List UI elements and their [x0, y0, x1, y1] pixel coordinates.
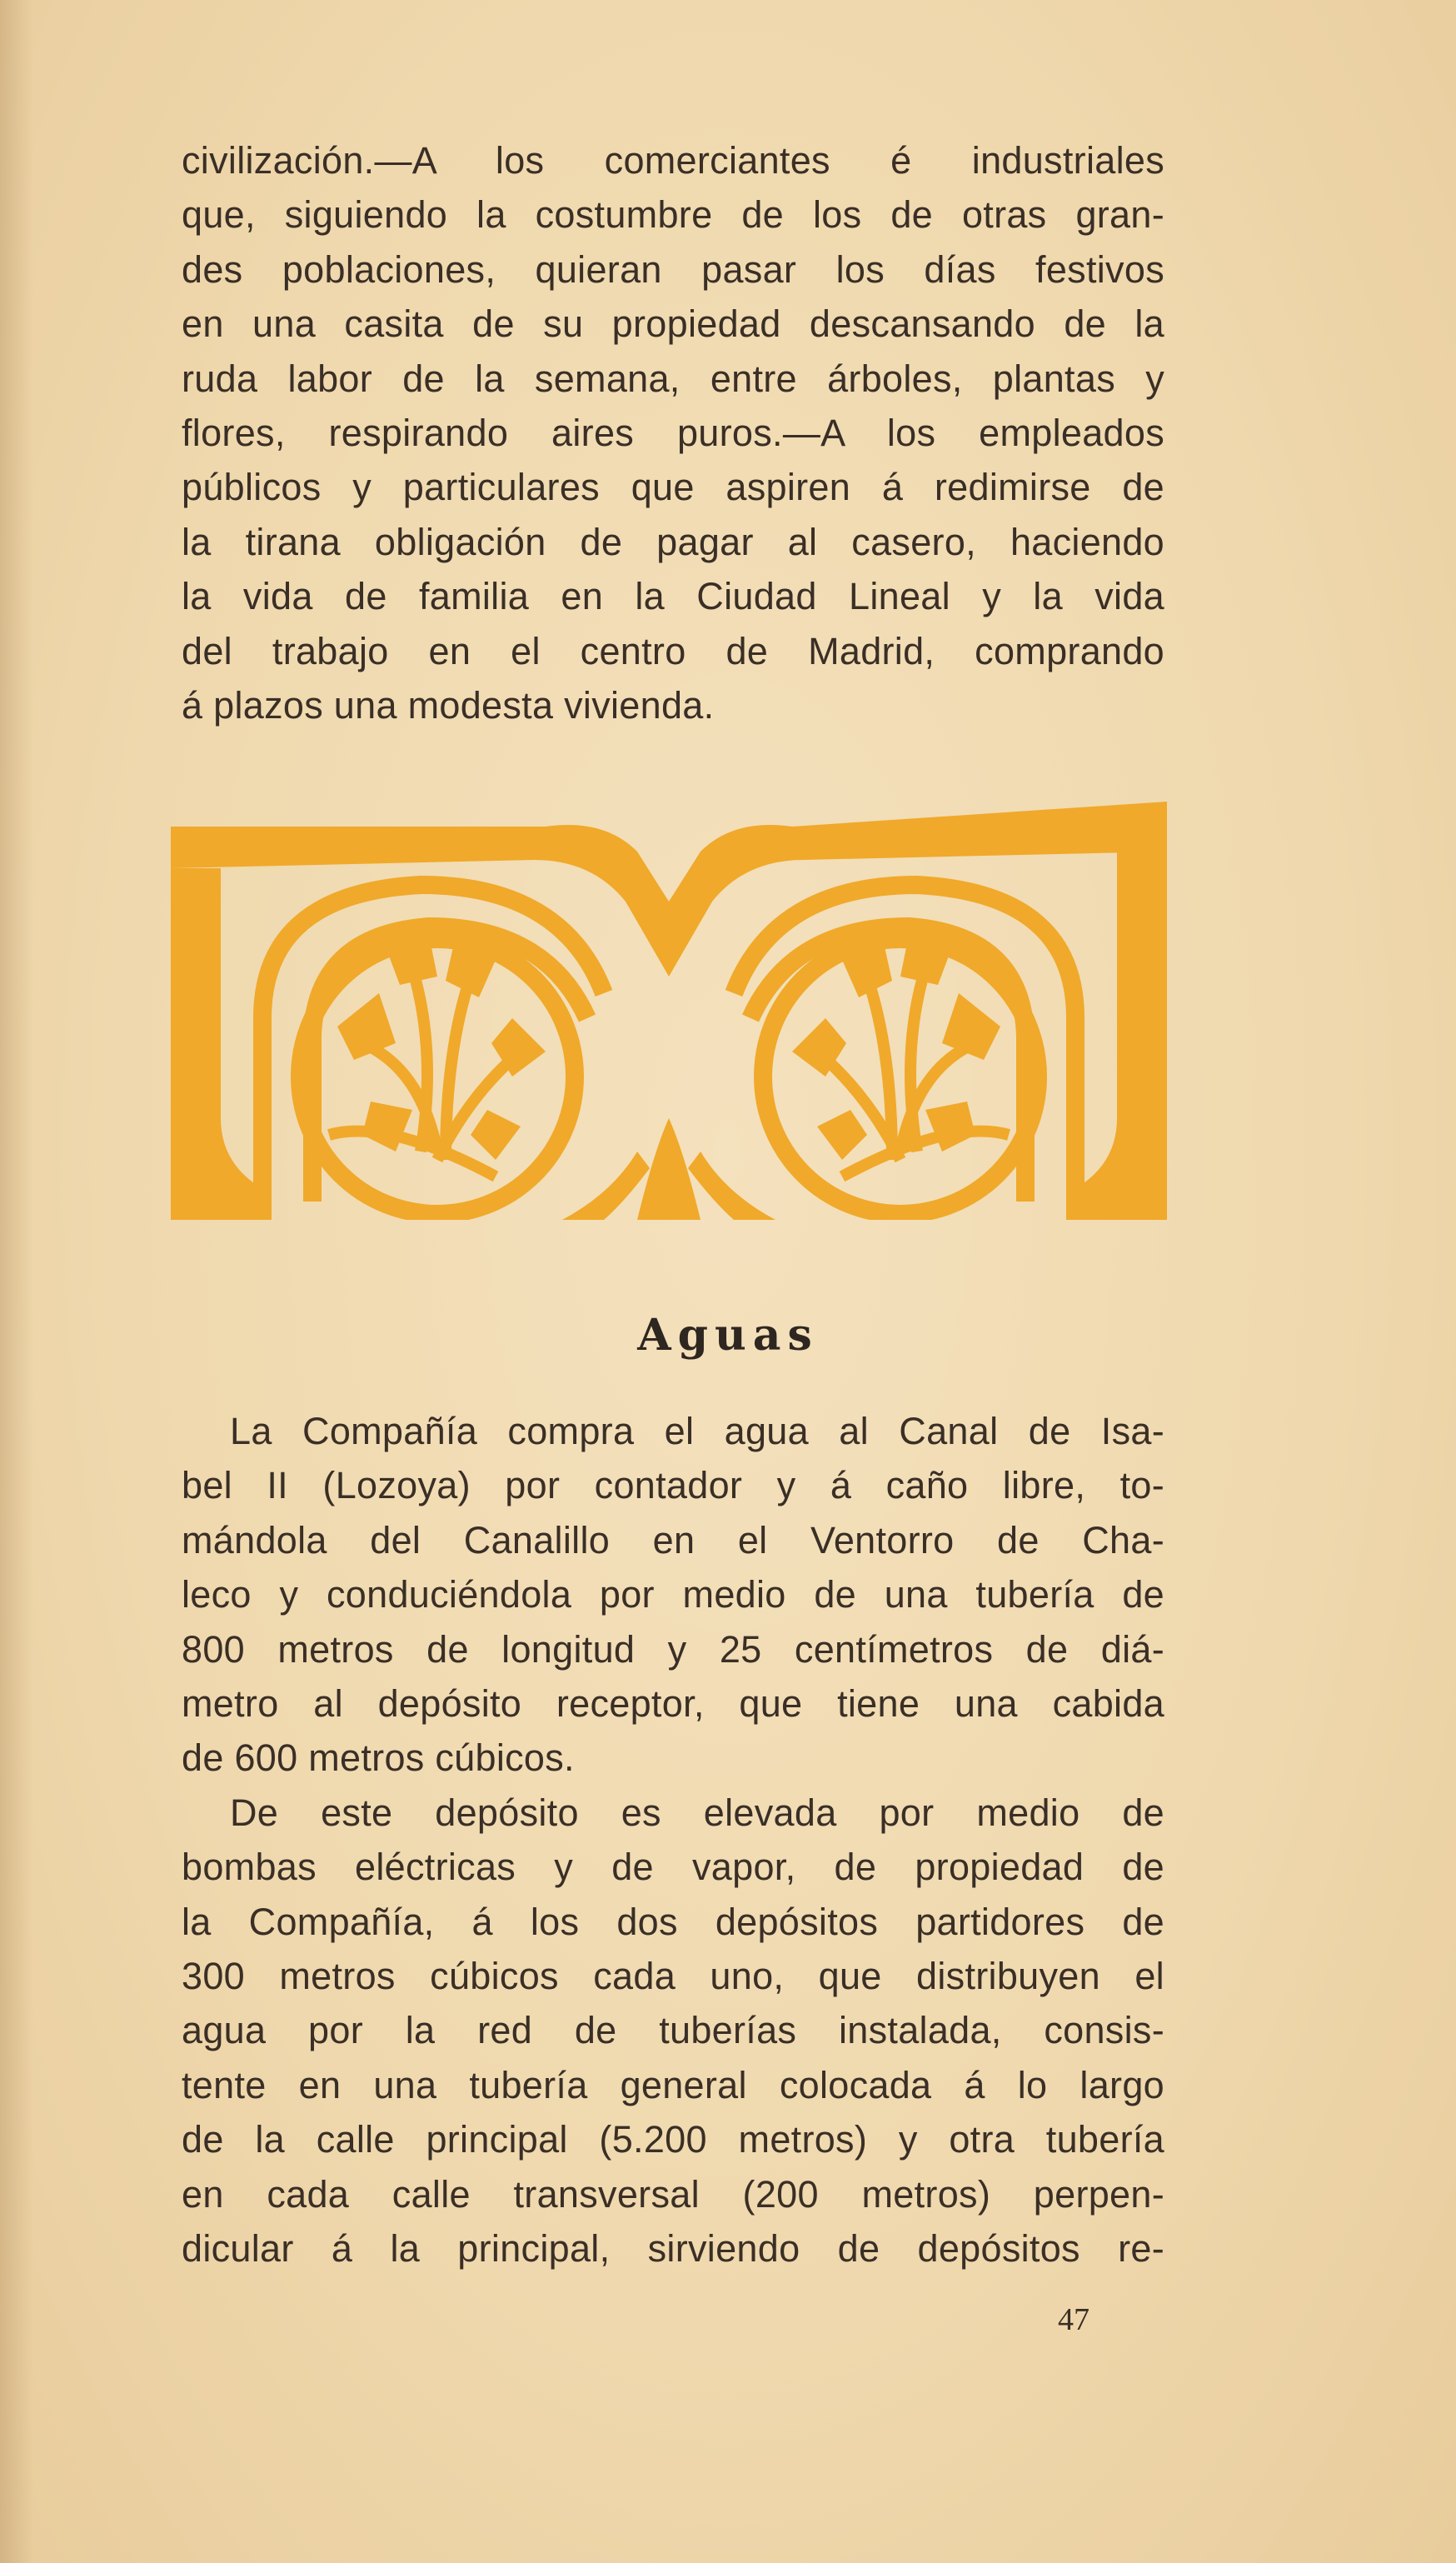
section-body: [182, 1404, 1164, 2276]
text-line: bombas eléctricas y de vapor, de propiedad de: [182, 1846, 1164, 1889]
page-number: 47: [1058, 2302, 1090, 2337]
text-line: dicular á la principal, sirviendo de depósitos re-: [182, 2227, 1164, 2271]
page-gutter-shadow: [0, 0, 33, 2563]
text-line: La Compañía compra el agua al Canal de Isa-: [230, 1410, 1164, 1452]
text-line: De este depósito es elevada por medio de: [230, 1791, 1164, 1834]
text-line: flores, respirando aires puros.—A los empleados: [182, 412, 1164, 455]
text-line: ruda labor de la semana, entre árboles, plantas y: [182, 357, 1164, 400]
text-line: la vida de familia en la Ciudad Lineal y la vida: [182, 575, 1164, 618]
text-line: civilización.—A los comerciantes é industriales: [182, 139, 1164, 182]
text-line: metro al depósito receptor, que tiene una cabida: [182, 1682, 1164, 1726]
text-line: 800 metros de longitud y 25 centímetros de diá-: [182, 1627, 1164, 1671]
art-nouveau-floral-ornament-icon: [171, 802, 1167, 1220]
text-line: bel II (Lozoya) por contador y á caño libre, to-: [182, 1464, 1164, 1507]
section-title: Aguas: [637, 1310, 819, 1361]
text-line: tente en una tubería general colocada á lo largo: [182, 2063, 1164, 2106]
text-line: á plazos una modesta vivienda.: [182, 684, 715, 727]
text-line: 300 metros cúbicos cada uno, que distribuyen el: [182, 1955, 1164, 1998]
text-line: que, siguiendo la costumbre de los de otras gran-: [182, 193, 1164, 237]
text-line: la Compañía, á los dos depósitos partidores de: [182, 1900, 1164, 1943]
text-line: en una casita de su propiedad descansando de la: [182, 302, 1164, 346]
text-line: des poblaciones, quieran pasar los días festivos: [182, 247, 1164, 291]
intro-paragraph: [182, 133, 1164, 732]
text-line: de 600 metros cúbicos.: [182, 1736, 575, 1780]
text-line: en cada calle transversal (200 metros) perpen-: [182, 2172, 1164, 2216]
text-line: mándola del Canalillo en el Ventorro de Cha-: [182, 1518, 1164, 1561]
text-line: públicos y particulares que aspiren á redimirse de: [182, 466, 1164, 509]
text-line: agua por la red de tuberías instalada, consis-: [182, 2009, 1164, 2052]
text-line: de la calle principal (5.200 metros) y otra tubería: [182, 2118, 1164, 2161]
text-line: del trabajo en el centro de Madrid, comprando: [182, 629, 1164, 672]
text-line: la tirana obligación de pagar al casero, haciendo: [182, 520, 1164, 563]
text-line: leco y conduciéndola por medio de una tubería de: [182, 1573, 1164, 1616]
